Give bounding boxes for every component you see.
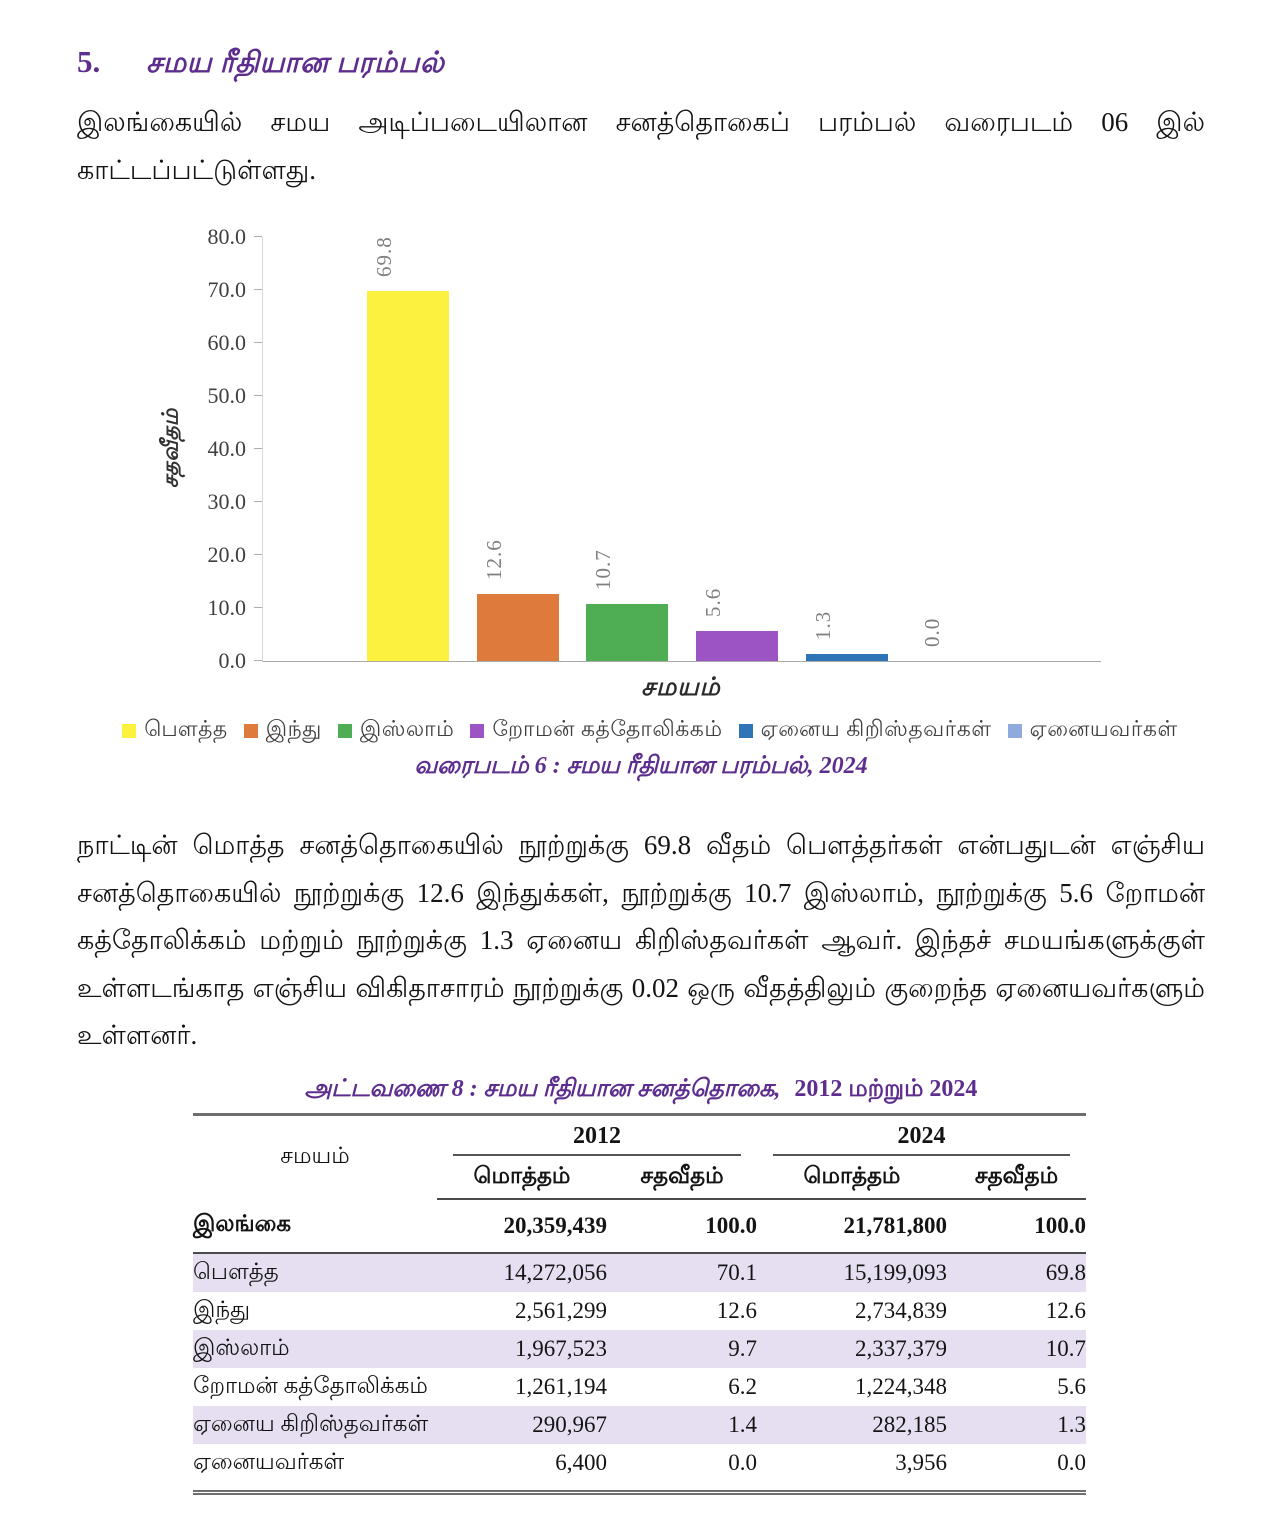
column-header-total-2024: மொத்தம் <box>757 1156 947 1199</box>
section-number: 5. <box>77 44 101 79</box>
legend-item <box>739 716 992 745</box>
y-tick-mark <box>254 660 262 662</box>
bar-slot <box>353 237 463 661</box>
cell-percent-2012: 0.0 <box>728 1450 757 1475</box>
bar-value-label: 1.3 <box>810 610 835 641</box>
legend-item <box>244 716 322 745</box>
row-label: ஏனையவர்கள் <box>193 1448 345 1474</box>
y-tick-mark <box>254 342 262 344</box>
legend-item <box>338 716 455 745</box>
y-tick-mark <box>254 289 262 291</box>
y-tick-label: 10.0 <box>207 595 246 620</box>
analysis-paragraph: நாட்டின் மொத்த சனத்தொகையில் நூற்றுக்கு 69.8 வீதம் பௌத்தர்கள் என்பதுடன் எஞ்சிய சனத்தொகையில் நூற்றுக்கு 12.6 இந்துக்கள், நூற்றுக்கு 10.7 இஸ்லாம், நூற்றுக்கு 5.6 றோமன் கத்தோலிக்கம் மற்றும் நூற்றுக்கு 1.3 ஏனைய கிறிஸ்தவர்கள் ஆவர். இந்தச் சமயங்களுக்குள் உள்ளடங்காத எஞ்சிய விகிதாசாரம் நூற்றுக்கு 0.02 ஒரு வீதத்திலும் குறைந்த ஏனையவர்களும் உள்ளனர். <box>77 830 1205 1050</box>
cell-total-2012: 1,967,523 <box>515 1336 607 1361</box>
y-tick-mark <box>254 554 262 556</box>
y-tick-label: 60.0 <box>207 330 246 355</box>
table-row <box>193 1406 1086 1444</box>
percent-2012: 100.0 <box>607 1199 757 1253</box>
year-label-2024: 2024 <box>773 1117 1070 1156</box>
row-label: இஸ்லாம் <box>193 1334 290 1360</box>
table-body <box>193 1199 1086 1493</box>
table-header <box>193 1115 1086 1200</box>
cell-percent-2024: 12.6 <box>1045 1298 1086 1323</box>
bars <box>353 237 1011 661</box>
cell-percent-2024: 0.0 <box>1057 1450 1086 1475</box>
cell-total-2024: 3,956 <box>895 1450 947 1475</box>
bar-value-label: 0.0 <box>920 617 945 647</box>
cell-total-2024: 2,734,839 <box>855 1298 947 1323</box>
plot-area <box>262 237 1101 662</box>
column-header-percent-2012: சதவீதம் <box>607 1156 757 1199</box>
y-tick-mark <box>254 501 262 503</box>
cell-total-2024: 282,185 <box>872 1412 947 1437</box>
intro-paragraph: இலங்கையில் சமய அடிப்படையிலான சனத்தொகைப் பரம்பல் வரைபடம் 06 இல் காட்டப்பட்டுள்ளது. <box>77 107 1205 185</box>
legend-swatch-icon <box>244 724 258 738</box>
legend-item <box>122 716 228 745</box>
legend-swatch-icon <box>739 724 753 738</box>
y-tick-label: 30.0 <box>207 489 246 514</box>
cell-total-2012: 2,561,299 <box>515 1298 607 1323</box>
cell-percent-2012: 12.6 <box>716 1298 757 1323</box>
cell-total-2024: 2,337,379 <box>855 1336 947 1361</box>
legend-swatch-icon <box>338 724 352 738</box>
cell-total-2012: 290,967 <box>532 1412 607 1437</box>
total-row-label: இலங்கை <box>193 1199 437 1253</box>
column-group-2012 <box>437 1115 757 1157</box>
cell-total-2012: 14,272,056 <box>503 1260 607 1285</box>
cell-percent-2012: 70.1 <box>716 1260 757 1285</box>
y-tick-label: 40.0 <box>207 436 246 461</box>
table-bottom-spacer <box>193 1482 1086 1493</box>
percent-2024: 100.0 <box>947 1199 1086 1253</box>
y-axis-title: சதவீதம் <box>157 408 183 489</box>
chart-caption: வரைபடம் 6 : சமய ரீதியான பரம்பல், 2024 <box>414 753 868 779</box>
legend-swatch-icon <box>470 724 484 738</box>
y-tick-label: 20.0 <box>207 542 246 567</box>
cell-percent-2024: 5.6 <box>1057 1374 1086 1399</box>
bar-slot <box>792 237 902 661</box>
y-tick-mark <box>254 448 262 450</box>
bar-1 <box>477 594 559 661</box>
bar-4 <box>806 654 888 661</box>
bar-3 <box>696 631 778 661</box>
bar-value-label: 10.7 <box>591 549 616 591</box>
y-tick-mark <box>254 607 262 609</box>
bar-value-label: 12.6 <box>481 539 506 581</box>
year-header-row <box>193 1115 1086 1157</box>
legend-label: றோமன் கத்தோலிக்கம் <box>492 716 723 741</box>
cell-percent-2024: 1.3 <box>1057 1412 1086 1437</box>
y-axis-ticks <box>150 224 262 673</box>
total-2024: 21,781,800 <box>757 1199 947 1253</box>
row-label: பௌத்த <box>193 1258 279 1284</box>
religion-bar-chart <box>144 222 1178 767</box>
religion-table <box>193 1113 1086 1495</box>
legend-swatch-icon <box>1008 724 1022 738</box>
table-caption-years: 2012 மற்றும் 2024 <box>794 1076 978 1102</box>
cell-percent-2012: 1.4 <box>728 1412 757 1437</box>
table-row <box>193 1444 1086 1482</box>
column-header-percent-2024: சதவீதம் <box>947 1156 1086 1199</box>
column-group-2024 <box>757 1115 1086 1157</box>
cell-total-2024: 1,224,348 <box>855 1374 947 1399</box>
cell-total-2024: 15,199,093 <box>843 1260 947 1285</box>
cell-percent-2012: 6.2 <box>728 1374 757 1399</box>
table-caption-main: அட்டவணை 8 : சமய ரீதியான சனத்தொகை, <box>304 1076 781 1102</box>
cell-percent-2012: 9.7 <box>728 1336 757 1361</box>
table-row <box>193 1368 1086 1406</box>
bar-slot <box>682 237 792 661</box>
section-heading <box>77 44 444 83</box>
row-label: றோமன் கத்தோலிக்கம் <box>193 1372 428 1398</box>
chart-legend <box>144 716 1178 745</box>
legend-label: இஸ்லாம் <box>359 716 455 741</box>
cell-total-2012: 6,400 <box>555 1450 607 1475</box>
legend-item <box>470 716 722 745</box>
cell-total-2012: 1,261,194 <box>515 1374 607 1399</box>
bar-value-label: 69.8 <box>371 236 396 278</box>
cell-percent-2024: 69.8 <box>1045 1260 1086 1285</box>
cell-percent-2024: 10.7 <box>1045 1336 1086 1361</box>
year-label-2012: 2012 <box>453 1117 741 1156</box>
bar-value-label: 5.6 <box>700 588 725 618</box>
legend-item <box>1008 716 1178 745</box>
column-header-religion: சமயம் <box>280 1143 350 1168</box>
bar-slot <box>901 237 1011 661</box>
y-tick-mark <box>254 236 262 238</box>
total-2012: 20,359,439 <box>437 1199 607 1253</box>
bar-slot <box>572 237 682 661</box>
y-tick-mark <box>254 395 262 397</box>
x-axis-title: சமயம் <box>641 674 721 701</box>
bar-slot <box>463 237 573 661</box>
table-row <box>193 1292 1086 1330</box>
table-caption <box>77 1076 1205 1105</box>
y-tick-label: 0.0 <box>218 648 246 673</box>
table-row <box>193 1330 1086 1368</box>
row-label: ஏனைய கிறிஸ்தவர்கள் <box>193 1410 429 1436</box>
total-row <box>193 1199 1086 1253</box>
y-tick-label: 70.0 <box>207 277 246 302</box>
legend-swatch-icon <box>122 724 136 738</box>
row-label: இந்து <box>193 1296 251 1322</box>
legend-label: ஏனைய கிறிஸ்தவர்கள் <box>760 716 992 741</box>
bar-2 <box>586 604 668 661</box>
legend-label: இந்து <box>265 716 322 741</box>
legend-label: ஏனையவர்கள் <box>1029 716 1178 741</box>
column-header-total-2012: மொத்தம் <box>437 1156 607 1199</box>
y-tick-label: 80.0 <box>207 224 246 249</box>
table-row <box>193 1253 1086 1292</box>
bar-0 <box>367 291 449 661</box>
legend-label: பௌத்த <box>144 716 228 741</box>
section-title: சமய ரீதியான பரம்பல் <box>146 47 445 79</box>
y-tick-label: 50.0 <box>207 383 246 408</box>
